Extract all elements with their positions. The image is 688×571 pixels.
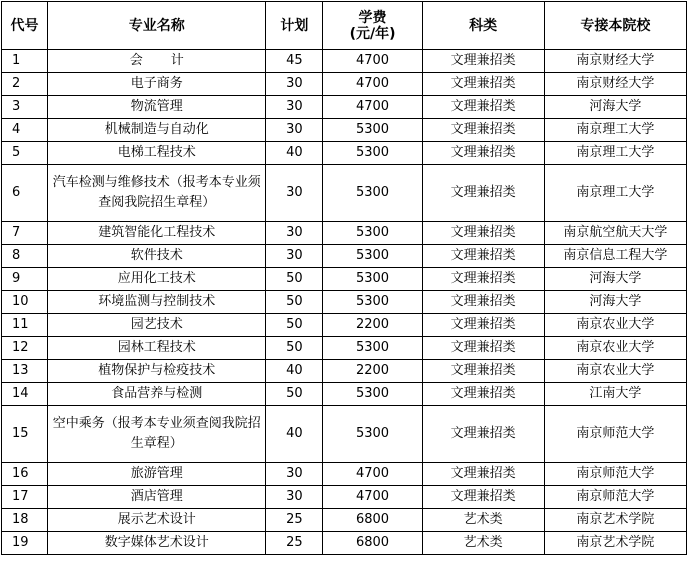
cell-category: 文理兼招类	[422, 165, 544, 222]
cell-fee: 5300	[323, 383, 422, 406]
cell-major: 酒店管理	[48, 486, 266, 509]
table-row	[2, 486, 687, 509]
cell-category: 文理兼招类	[422, 222, 544, 245]
cell-school: 南京财经大学	[544, 50, 686, 73]
cell-code: 10	[2, 291, 48, 314]
cell-fee: 5300	[323, 142, 422, 165]
cell-major: 汽车检测与维修技术（报考本专业须查阅我院招生章程）	[48, 165, 266, 222]
cell-plan: 30	[266, 245, 323, 268]
cell-school: 南京航空航天大学	[544, 222, 686, 245]
cell-major: 应用化工技术	[48, 268, 266, 291]
cell-category: 文理兼招类	[422, 486, 544, 509]
cell-category: 文理兼招类	[422, 119, 544, 142]
cell-category: 文理兼招类	[422, 337, 544, 360]
cell-plan: 50	[266, 383, 323, 406]
table-row	[2, 50, 687, 73]
cell-code: 17	[2, 486, 48, 509]
cell-school: 南京艺术学院	[544, 509, 686, 532]
cell-code: 9	[2, 268, 48, 291]
table-row	[2, 245, 687, 268]
cell-fee: 4700	[323, 50, 422, 73]
table-row	[2, 222, 687, 245]
cell-plan: 30	[266, 119, 323, 142]
cell-major	[48, 50, 266, 73]
table-row	[2, 383, 687, 406]
cell-plan: 25	[266, 509, 323, 532]
table-row	[2, 291, 687, 314]
cell-fee: 6800	[323, 509, 422, 532]
cell-plan: 40	[266, 360, 323, 383]
header-fee	[323, 2, 422, 50]
cell-school: 南京农业大学	[544, 360, 686, 383]
table-row	[2, 360, 687, 383]
cell-school: 南京师范大学	[544, 486, 686, 509]
cell-category: 文理兼招类	[422, 314, 544, 337]
cell-plan: 30	[266, 165, 323, 222]
cell-school: 南京农业大学	[544, 337, 686, 360]
cell-code: 3	[2, 96, 48, 119]
cell-major: 物流管理	[48, 96, 266, 119]
cell-fee: 4700	[323, 73, 422, 96]
cell-fee: 4700	[323, 96, 422, 119]
cell-major: 展示艺术设计	[48, 509, 266, 532]
cell-fee: 2200	[323, 314, 422, 337]
cell-fee: 6800	[323, 532, 422, 555]
cell-major: 植物保护与检疫技术	[48, 360, 266, 383]
cell-plan: 30	[266, 222, 323, 245]
cell-plan: 30	[266, 73, 323, 96]
cell-category: 文理兼招类	[422, 73, 544, 96]
cell-fee: 5300	[323, 245, 422, 268]
cell-category: 文理兼招类	[422, 96, 544, 119]
cell-plan: 30	[266, 96, 323, 119]
cell-fee: 5300	[323, 337, 422, 360]
cell-category: 文理兼招类	[422, 383, 544, 406]
cell-major: 数字媒体艺术设计	[48, 532, 266, 555]
cell-code: 12	[2, 337, 48, 360]
cell-code: 13	[2, 360, 48, 383]
cell-school: 南京财经大学	[544, 73, 686, 96]
cell-category: 文理兼招类	[422, 245, 544, 268]
cell-category: 艺术类	[422, 532, 544, 555]
cell-category: 文理兼招类	[422, 268, 544, 291]
cell-major: 建筑智能化工程技术	[48, 222, 266, 245]
cell-fee: 4700	[323, 463, 422, 486]
table-row	[2, 142, 687, 165]
cell-code: 5	[2, 142, 48, 165]
cell-plan: 30	[266, 463, 323, 486]
cell-code: 18	[2, 509, 48, 532]
cell-school: 南京农业大学	[544, 314, 686, 337]
table-row	[2, 268, 687, 291]
table-row	[2, 96, 687, 119]
header-plan: 计划	[266, 2, 323, 50]
cell-school: 河海大学	[544, 291, 686, 314]
header-major: 专业名称	[48, 2, 266, 50]
cell-category: 文理兼招类	[422, 142, 544, 165]
cell-code: 4	[2, 119, 48, 142]
cell-major-text: 会计	[129, 53, 212, 68]
cell-plan: 40	[266, 142, 323, 165]
cell-plan: 30	[266, 486, 323, 509]
cell-major: 园艺技术	[48, 314, 266, 337]
cell-plan: 45	[266, 50, 323, 73]
cell-code: 1	[2, 50, 48, 73]
table-row	[2, 119, 687, 142]
cell-plan: 50	[266, 268, 323, 291]
table-row	[2, 532, 687, 555]
cell-major: 园林工程技术	[48, 337, 266, 360]
cell-code: 19	[2, 532, 48, 555]
cell-code: 6	[2, 165, 48, 222]
cell-plan: 25	[266, 532, 323, 555]
cell-fee: 5300	[323, 406, 422, 463]
cell-fee: 5300	[323, 119, 422, 142]
cell-school: 南京师范大学	[544, 406, 686, 463]
cell-school: 南京理工大学	[544, 165, 686, 222]
cell-major: 旅游管理	[48, 463, 266, 486]
cell-fee: 5300	[323, 222, 422, 245]
cell-school: 南京理工大学	[544, 119, 686, 142]
cell-plan: 50	[266, 291, 323, 314]
header-fee-line1: 学费	[358, 9, 387, 26]
cell-major: 电梯工程技术	[48, 142, 266, 165]
cell-major: 机械制造与自动化	[48, 119, 266, 142]
table-row	[2, 337, 687, 360]
cell-category: 文理兼招类	[422, 291, 544, 314]
cell-major: 食品营养与检测	[48, 383, 266, 406]
header-category: 科类	[422, 2, 544, 50]
cell-school: 南京艺术学院	[544, 532, 686, 555]
table-row	[2, 314, 687, 337]
cell-major: 软件技术	[48, 245, 266, 268]
cell-category: 艺术类	[422, 509, 544, 532]
cell-school: 南京师范大学	[544, 463, 686, 486]
cell-category: 文理兼招类	[422, 50, 544, 73]
cell-code: 11	[2, 314, 48, 337]
cell-code: 7	[2, 222, 48, 245]
cell-plan: 50	[266, 314, 323, 337]
cell-code: 14	[2, 383, 48, 406]
cell-fee: 2200	[323, 360, 422, 383]
header-school: 专接本院校	[544, 2, 686, 50]
cell-category: 文理兼招类	[422, 463, 544, 486]
cell-code: 8	[2, 245, 48, 268]
cell-plan: 40	[266, 406, 323, 463]
enrollment-table	[1, 1, 687, 555]
cell-code: 16	[2, 463, 48, 486]
header-code: 代号	[2, 2, 48, 50]
table-row	[2, 509, 687, 532]
cell-school: 南京信息工程大学	[544, 245, 686, 268]
cell-major: 空中乘务（报考本专业须查阅我院招生章程）	[48, 406, 266, 463]
cell-fee: 5300	[323, 291, 422, 314]
header-row	[2, 2, 687, 50]
table-row	[2, 73, 687, 96]
cell-school: 南京理工大学	[544, 142, 686, 165]
cell-plan: 50	[266, 337, 323, 360]
cell-fee: 5300	[323, 165, 422, 222]
cell-school: 河海大学	[544, 268, 686, 291]
table-row	[2, 165, 687, 222]
cell-category: 文理兼招类	[422, 360, 544, 383]
cell-school: 河海大学	[544, 96, 686, 119]
header-fee-line2: (元/年)	[349, 25, 396, 42]
table-row	[2, 463, 687, 486]
cell-code: 2	[2, 73, 48, 96]
cell-code: 15	[2, 406, 48, 463]
cell-category: 文理兼招类	[422, 406, 544, 463]
table-row	[2, 406, 687, 463]
cell-major: 电子商务	[48, 73, 266, 96]
cell-fee: 4700	[323, 486, 422, 509]
cell-school: 江南大学	[544, 383, 686, 406]
cell-major: 环境监测与控制技术	[48, 291, 266, 314]
cell-fee: 5300	[323, 268, 422, 291]
